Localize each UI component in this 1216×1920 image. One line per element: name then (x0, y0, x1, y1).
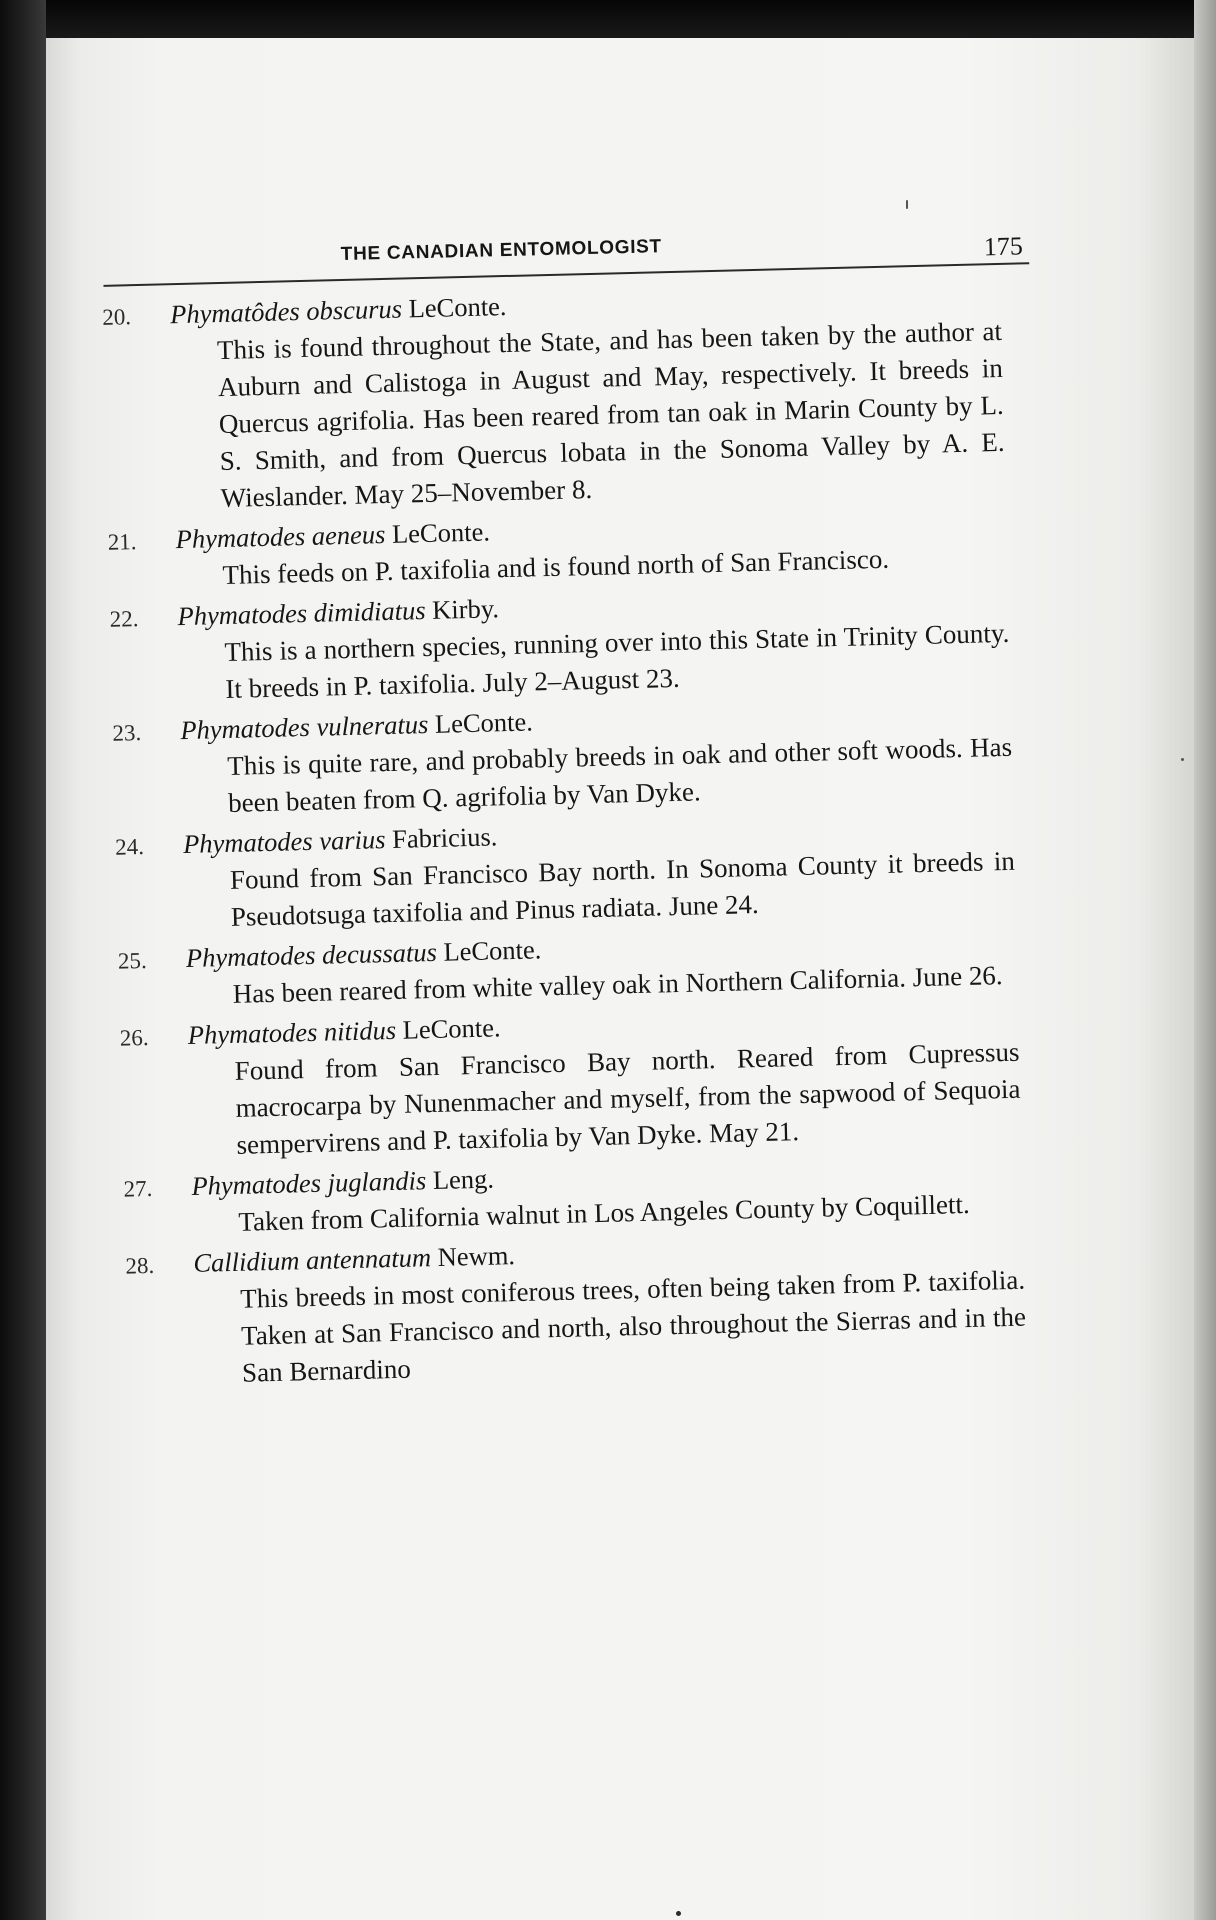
entry-description: Has been reared from white valley oak in Northern California. June 26. (232, 960, 1003, 1009)
entry-number: 22. (109, 606, 139, 632)
species-author: LeConte. (434, 706, 534, 739)
entry-number: 26. (119, 1024, 149, 1051)
entry-description: This is a northern species, running over into this State in Trinity County. It breeds in P. taxifolia. July 2–August 23. (224, 617, 1010, 704)
entry-description: Found from San Francisco Bay north. In Sonoma County it breeds in Pseudotsuga taxifolia and Pinus radiata. June 24. (229, 845, 1016, 932)
page-content (96, 202, 1068, 1744)
entry-description: This is found throughout the State, and has been taken by the author at Auburn and Calistoga in August and May, respectively. It breeds in Quercus agrifolia. Has been reared from tan oak in Marin County by L. S. Smith, and from Quercus lobata in the Sonoma Valley by A. E. Wieslander. May 25–November 8. (216, 315, 1005, 514)
species-author: LeConte. (443, 934, 542, 967)
species-author: Fabricius. (391, 821, 498, 854)
species-name: Phymatodes decussatus (185, 936, 438, 974)
entry-number: 23. (112, 720, 142, 746)
species-entry (111, 804, 1048, 939)
species-author: Kirby. (431, 593, 500, 625)
page-dot (676, 1911, 681, 1916)
entry-description: Found from San Francisco Bay north. Reared from Cupressus macrocarpa by Nunenmacher and myself, from the sapwood of Sequoia sempervirens and P. taxifolia by Van Dyke. May 21. (234, 1036, 1021, 1160)
entry-number: 24. (114, 834, 145, 860)
species-list (98, 274, 1060, 1397)
species-author: Leng. (432, 1163, 495, 1196)
paper-speck (1181, 758, 1184, 761)
page-fore-edge (1194, 0, 1216, 1920)
species-entry (121, 1223, 1059, 1395)
entry-number: 20. (101, 304, 132, 330)
running-head (97, 227, 1029, 266)
entry-number: 27. (123, 1175, 153, 1202)
entry-description: This is quite rare, and probably breeds in oak and other soft woods. Has been beaten from Q. agrifolia by Van Dyke. (226, 731, 1013, 818)
entry-description: This feeds on P. taxifolia and is found north of San Francisco. (222, 543, 890, 591)
species-entry (105, 576, 1042, 711)
species-entry (108, 690, 1045, 825)
species-author: LeConte. (391, 516, 491, 549)
scan-top-edge (0, 0, 1216, 40)
species-author: Newm. (437, 1240, 516, 1272)
species-name: Phymatôdes obscurus (169, 293, 403, 330)
species-name: Phymatodes aeneus (175, 519, 386, 555)
species-name: Phymatodes vulneratus (179, 709, 429, 746)
entry-number: 25. (117, 947, 148, 974)
species-author: LeConte. (408, 291, 507, 324)
species-entry (98, 274, 1038, 520)
species-entry (115, 995, 1053, 1167)
species-name: Phymatodes nitidus (187, 1014, 397, 1050)
page-number: 175 (983, 231, 1024, 262)
running-title: THE CANADIAN ENTOMOLOGIST (340, 236, 663, 266)
book-spine-edge (0, 0, 46, 1920)
species-author: LeConte. (402, 1012, 501, 1045)
species-name: Callidium antennatum (193, 1242, 432, 1278)
entry-number: 28. (125, 1252, 155, 1279)
entry-description: This breeds in most coniferous trees, often being taken from P. taxifolia. Taken at San Francisco and north, also throughout the Sierras and in the San Bernardino (239, 1264, 1027, 1388)
species-name: Phymatodes varius (182, 824, 386, 860)
entry-number: 21. (107, 529, 137, 555)
species-name: Phymatodes dimidiatus (177, 595, 426, 632)
species-name: Phymatodes juglandis (191, 1165, 427, 1201)
entry-description: Taken from California walnut in Los Angeles County by Coquillett. (238, 1188, 971, 1237)
